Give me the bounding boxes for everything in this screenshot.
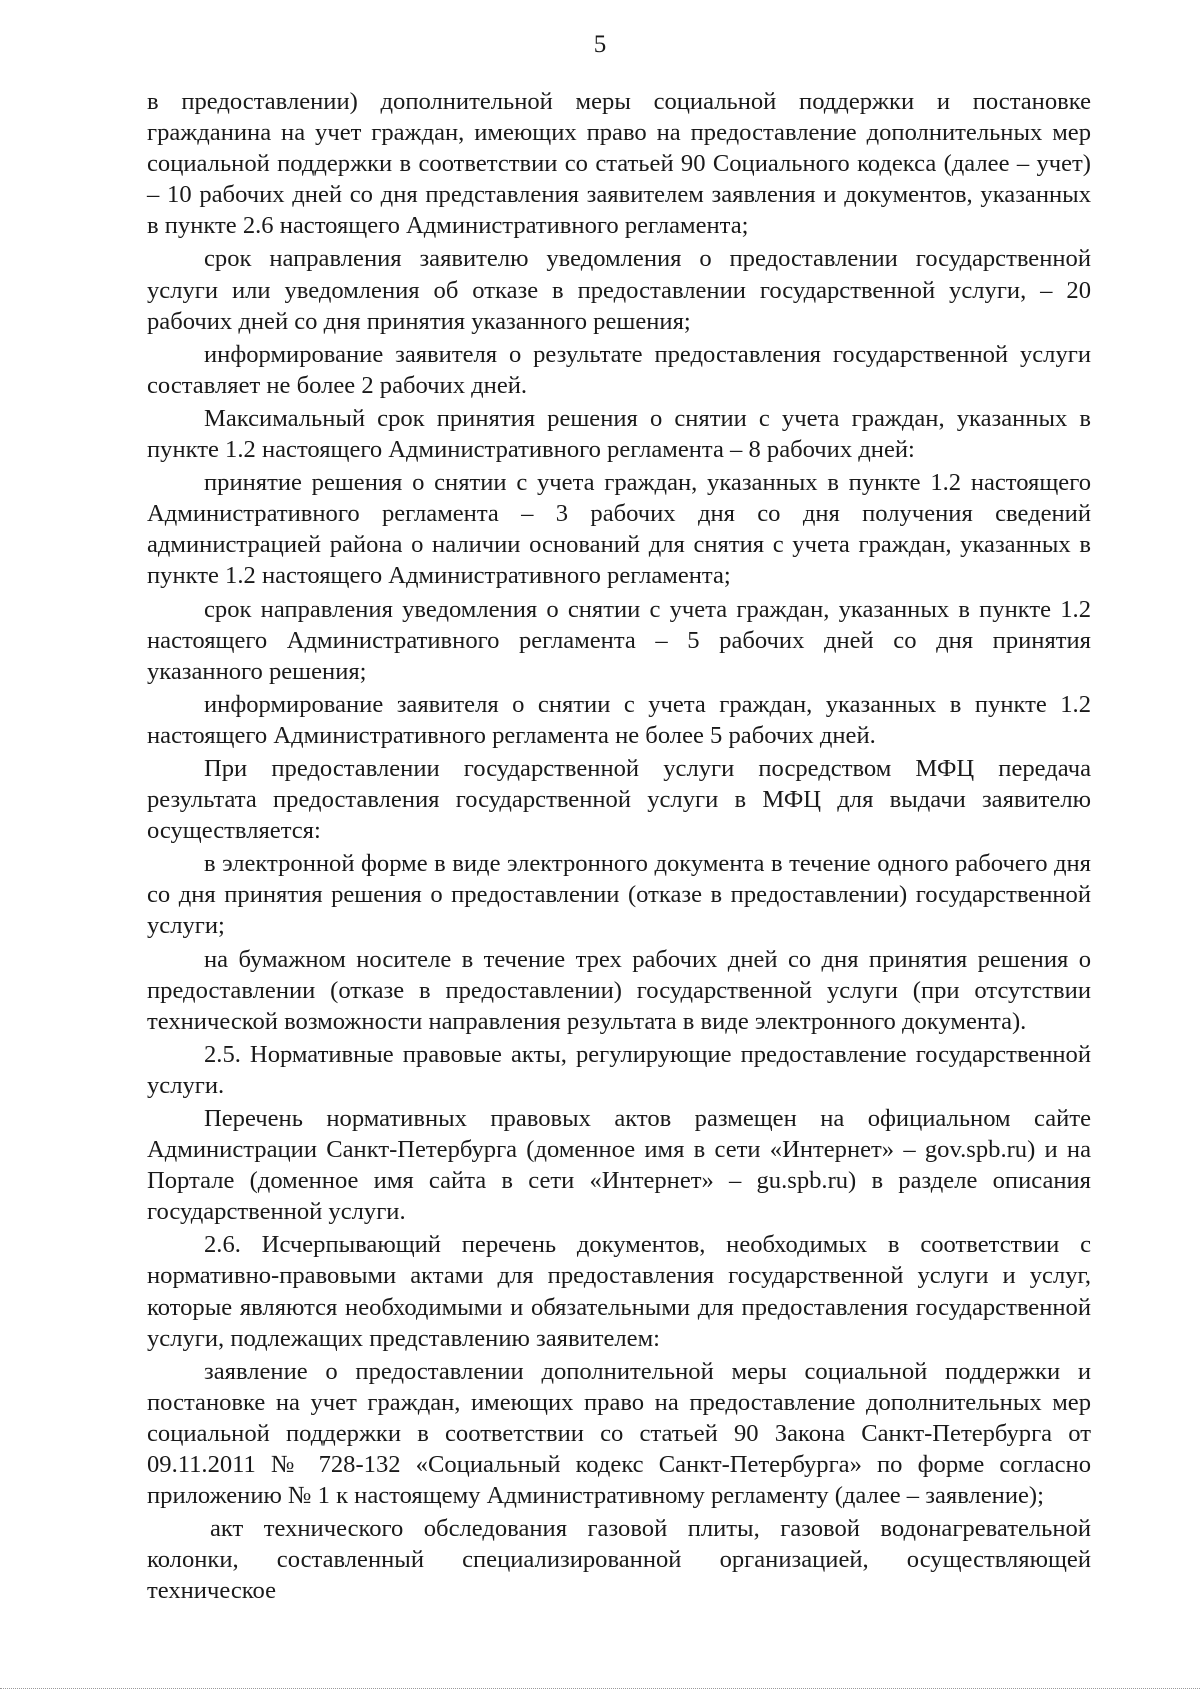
paragraph: срок направления заявителю уведомления о предоставлении государственной услуги или уведомления об отказе в предоставлении государственной услуги, – 20 рабочих дней со дня принятия указанного решения;	[147, 245, 1091, 335]
paragraph: на бумажном носителе в течение трех рабочих дней со дня принятия решения о предоставлении (отказе в предоставлении) государственной услуги (при отсутствии технической возможности направления результата в виде электронного документа).	[147, 945, 1091, 1035]
page-number: 5	[593, 31, 607, 58]
paragraph: информирование заявителя о снятии с учета граждан, указанных в пункте 1.2 настоящего Административного регламента не более 5 рабочих дней.	[147, 690, 1091, 749]
paragraph: в предоставлении) дополнительной меры социальной поддержки и постановке гражданина на учет граждан, имеющих право на предоставление дополнительных мер социальной поддержки в соответствии со статьей 90 Социального кодекса (далее – учет) – 10 рабочих дней со дня представления заявителем заявления и документов, указанных в пункте 2.6 настоящего Административного регламента;	[147, 88, 1091, 240]
paragraph: в электронной форме в виде электронного документа в течение одного рабочего дня со дня принятия решения о предоставлении (отказе в предоставлении) государственной услуги;	[147, 850, 1091, 940]
section-heading-2-5: 2.5. Нормативные правовые акты, регулирующие предоставление государственной услуги.	[147, 1040, 1091, 1099]
scan-edge-line	[0, 1688, 1200, 1689]
paragraph: принятие решения о снятии с учета граждан, указанных в пункте 1.2 настоящего Административного регламента – 3 рабочих дня со дня получения сведений администрацией района о наличии оснований для снятия с учета граждан, указанных в пункте 1.2 настоящего Административного регламента;	[147, 469, 1091, 590]
paragraph: информирование заявителя о результате предоставления государственной услуги составляет не более 2 рабочих дней.	[147, 340, 1091, 399]
paragraph: Максимальный срок принятия решения о снятии с учета граждан, указанных в пункте 1.2 настоящего Административного регламента – 8 рабочих дней:	[147, 404, 1091, 464]
paragraph: акт технического обследования газовой плиты, газовой водонагревательной колонки, составленный специализированной организацией, осуществляющей техническое	[147, 1515, 1091, 1605]
paragraph: Перечень нормативных правовых актов размещен на официальном сайте Администрации Санкт-Петербурга (доменное имя в сети «Интернет» – gov.spb.ru) и на Портале (доменное имя сайта в сети «Интернет» – gu.spb.ru) в разделе описания государственной услуги.	[147, 1105, 1091, 1226]
paragraph: заявление о предоставлении дополнительной меры социальной поддержки и постановке на учет граждан, имеющих право на предоставление дополнительных мер социальной поддержки в соответствии со статьей 90 Закона Санкт-Петербурга от 09.11.2011 № 728-132 «Социальный кодекс Санкт-Петербурга» по форме согласно приложению № 1 к настоящему Административному регламенту (далее – заявление);	[147, 1357, 1091, 1510]
document-body	[147, 86, 1091, 1609]
paragraph: При предоставлении государственной услуги посредством МФЦ передача результата предоставления государственной услуги в МФЦ для выдачи заявителю осуществляется:	[147, 754, 1091, 845]
section-heading-2-6: 2.6. Исчерпывающий перечень документов, необходимых в соответствии с нормативно-правовыми актами для предоставления государственной услуги и услуг, которые являются необходимыми и обязательными для предоставления государственной услуги, подлежащих представлению заявителем:	[147, 1231, 1091, 1352]
paragraph: срок направления уведомления о снятии с учета граждан, указанных в пункте 1.2 настоящего Административного регламента – 5 рабочих дней со дня принятия указанного решения;	[147, 595, 1091, 685]
